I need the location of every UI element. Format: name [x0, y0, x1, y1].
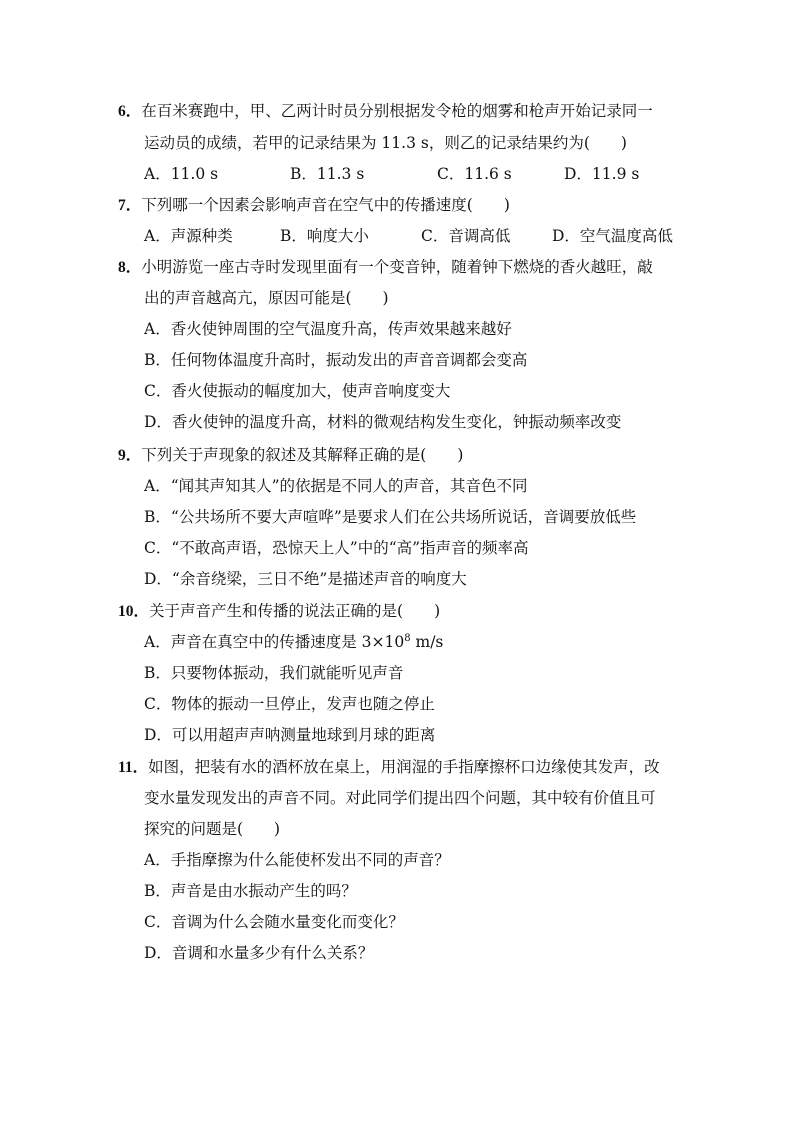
q6-option-d[interactable]: D．11.9 s — [564, 165, 640, 183]
question-7-text-1: 下列哪一个因素会影响声音在空气中的传播速度( ) — [141, 196, 510, 214]
q10-option-a-prefix: A．声音在真空中的传播速度是 3×10 — [144, 633, 405, 651]
q9-option-d[interactable]: D．“余音绕梁，三日不绝”是描述声音的响度大 — [144, 570, 467, 588]
q11-option-c[interactable]: C．音调为什么会随水量变化而变化？ — [144, 913, 404, 931]
question-6-text-1: 在百米赛跑中，甲、乙两计时员分别根据发令枪的烟雾和枪声开始记录同一 — [141, 102, 653, 120]
question-6-line-1: 6．在百米赛跑中，甲、乙两计时员分别根据发令枪的烟雾和枪声开始记录同一 — [118, 102, 653, 120]
question-10-line-1: 10．关于声音产生和传播的说法正确的是( ) — [118, 602, 441, 620]
question-8-text-1: 小明游览一座古寺时发现里面有一个变音钟，随着钟下燃烧的香火越旺，敲 — [141, 258, 653, 276]
q6-option-b[interactable]: B．11.3 s — [290, 165, 365, 183]
question-11-text-2: 变水量发现发出的声音不同。对此同学们提出四个问题，其中较有价值且可 — [144, 789, 656, 807]
q7-option-c[interactable]: C．音调高低 — [421, 227, 511, 245]
q9-option-a[interactable]: A．“闻其声知其人”的依据是不同人的声音，其音色不同 — [144, 477, 528, 495]
question-8-text-2: 出的声音越高亢，原因可能是( ) — [144, 289, 389, 307]
q10-option-c[interactable]: C．物体的振动一旦停止，发声也随之停止 — [144, 695, 435, 713]
q6-option-a[interactable]: A．11.0 s — [144, 165, 219, 183]
q11-option-b[interactable]: B．声音是由水振动产生的吗？ — [144, 882, 357, 900]
q9-option-b[interactable]: B．“公共场所不要大声喧哗”是要求人们在公共场所说话，音调要放低些 — [144, 508, 637, 526]
question-10-number: 10 — [118, 603, 134, 620]
q8-option-c[interactable]: C．香火使振动的幅度加大，使声音响度变大 — [144, 382, 451, 400]
q10-option-a-suffix: m/s — [410, 633, 444, 651]
q6-option-c[interactable]: C．11.6 s — [437, 165, 512, 183]
question-7-number: 7 — [118, 197, 126, 214]
question-6-options — [144, 164, 639, 184]
q11-option-a[interactable]: A．手指摩擦为什么能使杯发出不同的声音？ — [144, 851, 450, 869]
q8-option-a[interactable]: A．香火使钟周围的空气温度升高，传声效果越来越好 — [144, 320, 512, 338]
q10-option-a[interactable] — [144, 632, 443, 652]
question-9-text-1: 下列关于声现象的叙述及其解释正确的是( ) — [141, 446, 464, 464]
question-9-number: 9 — [118, 447, 126, 464]
question-6-number: 6 — [118, 103, 126, 120]
q7-option-a[interactable]: A．声源种类 — [144, 227, 233, 245]
q10-option-a-exponent: 8 — [404, 632, 411, 644]
question-8-number: 8 — [118, 259, 126, 276]
question-9-line-1: 9．下列关于声现象的叙述及其解释正确的是( ) — [118, 446, 464, 464]
question-7-line-1: 7．下列哪一个因素会影响声音在空气中的传播速度( ) — [118, 196, 510, 214]
q9-option-c[interactable]: C．“不敢高声语，恐惊天上人”中的“高”指声音的频率高 — [144, 539, 529, 557]
q8-option-b[interactable]: B．任何物体温度升高时，振动发出的声音音调都会变高 — [144, 351, 528, 369]
question-6-text-2: 运动员的成绩，若甲的记录结果为 11.3 s，则乙的记录结果约为( ) — [144, 134, 627, 152]
q11-option-d[interactable]: D．音调和水量多少有什么关系？ — [144, 944, 374, 962]
question-8-line-1: 8．小明游览一座古寺时发现里面有一个变音钟，随着钟下燃烧的香火越旺，敲 — [118, 258, 653, 276]
q8-option-d[interactable]: D．香火使钟的温度升高，材料的微观结构发生变化，钟振动频率改变 — [144, 413, 622, 431]
question-11-number: 11 — [118, 759, 133, 776]
question-11-text-3: 探究的问题是( ) — [144, 820, 281, 838]
question-11-line-1: 11．如图，把装有水的酒杯放在桌上，用润湿的手指摩擦杯口边缘使其发声，改 — [118, 758, 660, 776]
question-11-text-1: 如图，把装有水的酒杯放在桌上，用润湿的手指摩擦杯口边缘使其发声，改 — [148, 758, 660, 776]
q7-option-d[interactable]: D．空气温度高低 — [552, 227, 673, 245]
q10-option-b[interactable]: B．只要物体振动，我们就能听见声音 — [144, 664, 404, 682]
question-7-options — [144, 226, 673, 246]
question-10-text-1: 关于声音产生和传播的说法正确的是( ) — [149, 602, 441, 620]
q10-option-d[interactable]: D．可以用超声声呐测量地球到月球的距离 — [144, 726, 436, 744]
q7-option-b[interactable]: B．响度大小 — [280, 227, 369, 245]
